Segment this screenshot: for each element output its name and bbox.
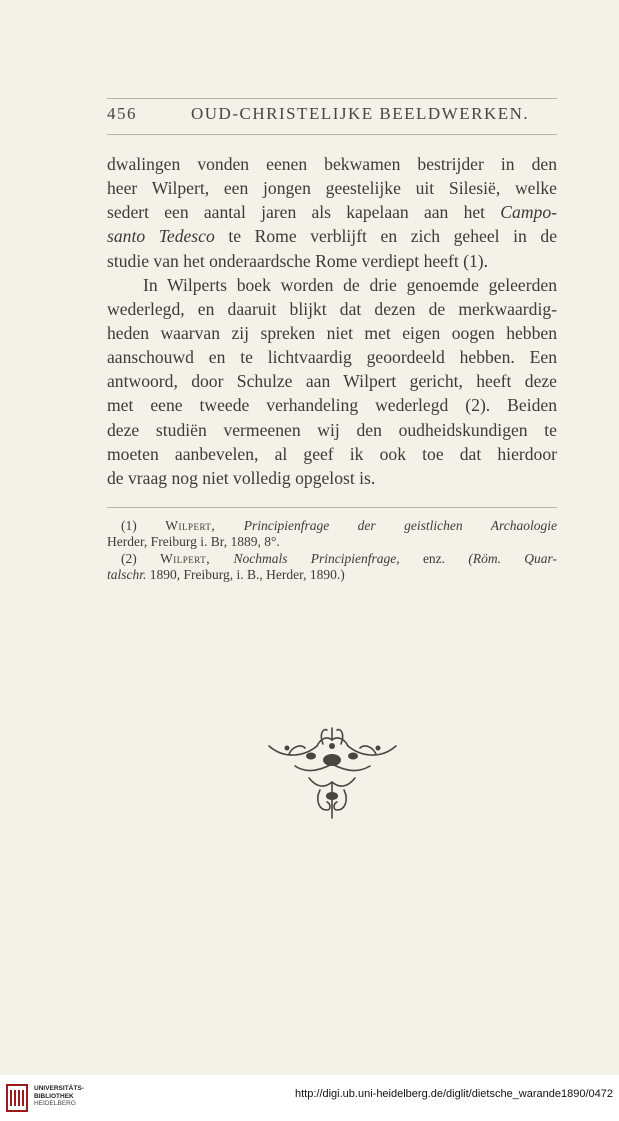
body-line: aanschouwd en te lichtvaardig geoordeeld hebben. Een xyxy=(107,347,557,368)
footnotes xyxy=(107,518,557,584)
footnote-2-cont: talschr. 1890, Freiburg, i. B., Herder, 1890.) xyxy=(107,567,345,583)
footer-bar xyxy=(0,1075,619,1121)
footnote-1-cont: Herder, Freiburg i. Br, 1889, 8°. xyxy=(107,534,280,550)
body-text xyxy=(107,152,557,490)
body-line: studie van het onderaardsche Rome verdiept heeft (1). xyxy=(107,250,489,271)
footnote-2: (2) Wilpert, Nochmals Principienfrage, enz. (Röm. Quar- xyxy=(121,550,558,566)
body-line: wederlegd, en daaruit blijkt dat dezen de merkwaardig- xyxy=(107,298,557,319)
body-line: heden waarvan zij spreken niet met eigen oogen hebben xyxy=(107,322,557,343)
library-logo-text: UNIVERSITÄTS- BIBLIOTHEK HEIDELBERG xyxy=(34,1085,84,1107)
body-line: met eene tweede verhandeling wederlegd (2). Beiden xyxy=(107,395,557,416)
body-line: antwoord, door Schulze aan Wilpert gericht, heeft deze xyxy=(107,371,557,392)
footnote-1: (1) Wilpert, Principienfrage der geistlichen Archaologie xyxy=(121,518,558,533)
italic-term: Campo- xyxy=(500,202,557,223)
body-line: dwalingen vonden eenen bekwamen bestrijder in den xyxy=(107,154,557,174)
source-url: http://digi.ub.uni-heidelberg.de/diglit/dietsche_warande1890/0472 xyxy=(294,1088,613,1100)
italic-term: santo Tedesco xyxy=(107,226,215,247)
body-line: sedert een aantal jaren als kapelaan aan het Campo- xyxy=(107,202,557,223)
body-line: deze studiën vermeenen wij den oudheidskundigen te xyxy=(107,419,557,440)
page-number: 456 xyxy=(107,104,137,123)
body-line: santo Tedesco te Rome verblijft en zich geheel in de xyxy=(107,226,558,247)
library-logo-icon xyxy=(6,1084,28,1112)
top-rule xyxy=(107,98,557,99)
floral-ornament xyxy=(265,726,400,821)
footnote-rule xyxy=(107,507,557,508)
body-line: de vraag nog niet volledig opgelost is. xyxy=(107,467,376,488)
running-title: OUD-CHRISTELIJKE BEELDWERKEN. xyxy=(191,104,530,123)
body-line: moeten aanbevelen, al geef ik ook toe dat hierdoor xyxy=(107,443,557,464)
header-rule xyxy=(107,134,557,135)
page-header xyxy=(107,104,557,130)
body-line: In Wilperts boek worden de drie genoemde geleerden xyxy=(143,274,557,295)
body-line: heer Wilpert, een jongen geestelijke uit Silesië, welke xyxy=(107,178,557,199)
